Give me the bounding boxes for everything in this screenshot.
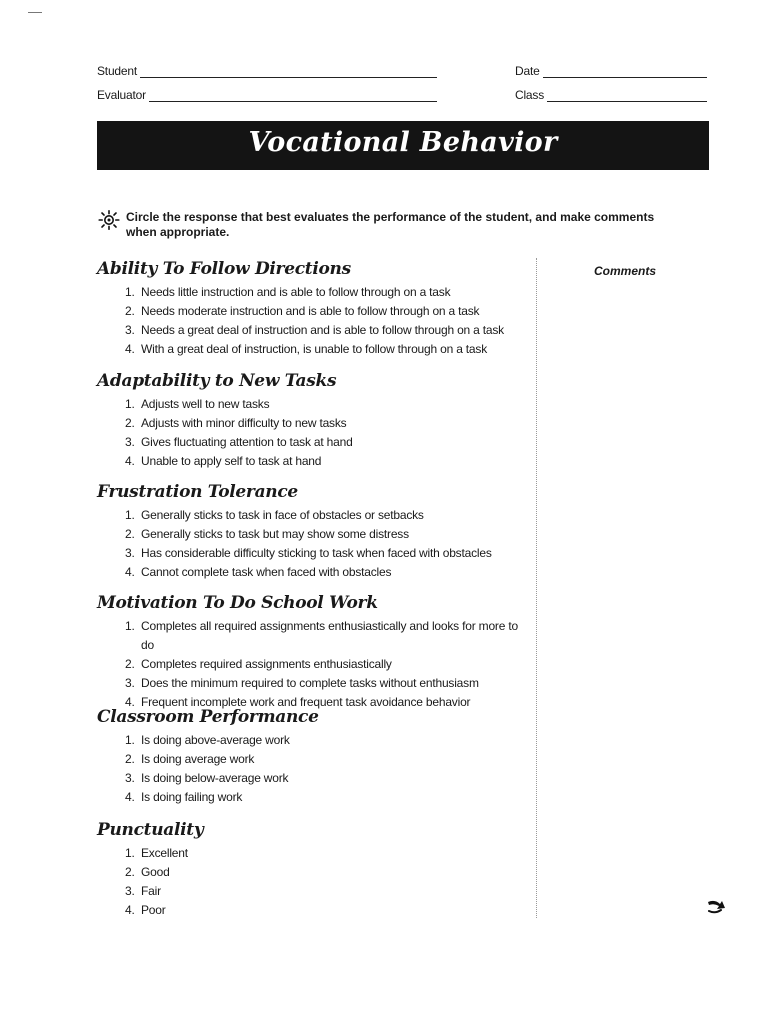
option-text: Poor [141, 903, 166, 917]
response-option[interactable] [125, 395, 527, 414]
instructions [98, 210, 668, 240]
response-option[interactable] [125, 901, 527, 920]
option-text: Completes required assignments enthusiastically [141, 657, 392, 671]
option-number: 1. [125, 508, 135, 522]
option-number: 4. [125, 695, 135, 709]
sun-burst-icon [98, 210, 120, 230]
response-option[interactable] [125, 731, 527, 750]
option-text: Is doing below-average work [141, 771, 289, 785]
section-ability-to-follow-directions [97, 258, 527, 359]
evaluator-field[interactable] [97, 88, 437, 102]
option-text: Needs little instruction and is able to follow through on a task [141, 285, 451, 299]
response-list [125, 617, 527, 712]
response-option[interactable] [125, 302, 527, 321]
response-option[interactable] [125, 769, 527, 788]
option-number: 2. [125, 416, 135, 430]
option-text: Good [141, 865, 170, 879]
response-option[interactable] [125, 506, 527, 525]
option-text: With a great deal of instruction, is unable to follow through on a task [141, 342, 488, 356]
section-title: Motivation To Do School Work [97, 593, 378, 613]
section-frustration-tolerance [97, 481, 527, 582]
arrow-right-icon [705, 899, 727, 915]
option-text: Frequent incomplete work and frequent task avoidance behavior [141, 695, 471, 709]
response-option[interactable] [125, 525, 527, 544]
option-number: 1. [125, 846, 135, 860]
response-option[interactable] [125, 414, 527, 433]
class-label: Class [515, 88, 545, 102]
option-text: Excellent [141, 846, 188, 860]
option-number: 3. [125, 546, 135, 560]
response-option[interactable] [125, 340, 527, 359]
option-text: Adjusts with minor difficulty to new tasks [141, 416, 347, 430]
option-number: 3. [125, 323, 135, 337]
response-list [125, 506, 527, 582]
class-line[interactable] [547, 91, 707, 102]
section-adaptability-to-new-tasks [97, 370, 527, 471]
option-text: Completes all required assignments enthusiastically and looks for more to do [141, 619, 518, 652]
response-option[interactable] [125, 563, 527, 582]
section-title: Classroom Performance [97, 707, 319, 727]
response-option[interactable] [125, 433, 527, 452]
response-option[interactable] [125, 844, 527, 863]
response-option[interactable] [125, 544, 527, 563]
comments-divider [536, 258, 537, 918]
date-label: Date [515, 64, 540, 78]
option-text: Unable to apply self to task at hand [141, 454, 322, 468]
option-text: Adjusts well to new tasks [141, 397, 270, 411]
response-list [125, 395, 527, 471]
option-number: 1. [125, 397, 135, 411]
instructions-text: Circle the response that best evaluates the performance of the student, and make comments when appropriate. [126, 210, 655, 239]
option-text: Generally sticks to task in face of obstacles or setbacks [141, 508, 424, 522]
option-number: 4. [125, 903, 135, 917]
option-number: 3. [125, 771, 135, 785]
section-title: Adaptability to New Tasks [97, 371, 337, 391]
section-punctuality [97, 819, 527, 920]
response-option[interactable] [125, 882, 527, 901]
response-option[interactable] [125, 617, 527, 655]
option-number: 1. [125, 285, 135, 299]
section-title: Frustration Tolerance [97, 482, 298, 502]
response-list [125, 283, 527, 359]
response-list [125, 731, 527, 807]
option-number: 3. [125, 884, 135, 898]
option-number: 4. [125, 790, 135, 804]
evaluator-label: Evaluator [97, 88, 146, 102]
option-number: 3. [125, 676, 135, 690]
option-number: 2. [125, 527, 135, 541]
date-field[interactable] [515, 64, 707, 78]
title-banner [97, 121, 709, 170]
option-number: 2. [125, 657, 135, 671]
response-option[interactable] [125, 863, 527, 882]
response-list [125, 844, 527, 920]
option-text: Generally sticks to task but may show some distress [141, 527, 409, 541]
option-text: Cannot complete task when faced with obstacles [141, 565, 392, 579]
option-text: Needs moderate instruction and is able to follow through on a task [141, 304, 480, 318]
student-label: Student [97, 64, 137, 78]
section-title: Punctuality [97, 820, 204, 840]
corner-mark [28, 12, 42, 13]
option-text: Has considerable difficulty sticking to task when faced with obstacles [141, 546, 492, 560]
option-text: Needs a great deal of instruction and is able to follow through on a task [141, 323, 504, 337]
option-text: Fair [141, 884, 161, 898]
option-number: 4. [125, 565, 135, 579]
option-text: Is doing above-average work [141, 733, 290, 747]
option-text: Gives fluctuating attention to task at hand [141, 435, 353, 449]
option-number: 1. [125, 733, 135, 747]
date-line[interactable] [543, 67, 707, 78]
response-option[interactable] [125, 452, 527, 471]
response-option[interactable] [125, 788, 527, 807]
option-number: 4. [125, 342, 135, 356]
response-option[interactable] [125, 674, 527, 693]
option-number: 3. [125, 435, 135, 449]
student-field[interactable] [97, 64, 437, 78]
option-number: 2. [125, 752, 135, 766]
comments-label: Comments [594, 264, 657, 278]
option-number: 2. [125, 865, 135, 879]
option-text: Is doing average work [141, 752, 255, 766]
option-number: 1. [125, 619, 135, 633]
section-classroom-performance [97, 706, 527, 807]
option-text: Does the minimum required to complete tasks without enthusiasm [141, 676, 479, 690]
response-option[interactable] [125, 283, 527, 302]
section-title: Ability To Follow Directions [97, 259, 351, 279]
response-option[interactable] [125, 655, 527, 674]
option-number: 4. [125, 454, 135, 468]
option-number: 2. [125, 304, 135, 318]
evaluator-line[interactable] [149, 91, 437, 102]
option-text: Is doing failing work [141, 790, 243, 804]
response-option[interactable] [125, 321, 527, 340]
response-option[interactable] [125, 750, 527, 769]
student-line[interactable] [140, 67, 437, 78]
page-title: Vocational Behavior [248, 127, 558, 158]
section-motivation-to-do-school-work [97, 592, 527, 712]
class-field[interactable] [515, 88, 707, 102]
